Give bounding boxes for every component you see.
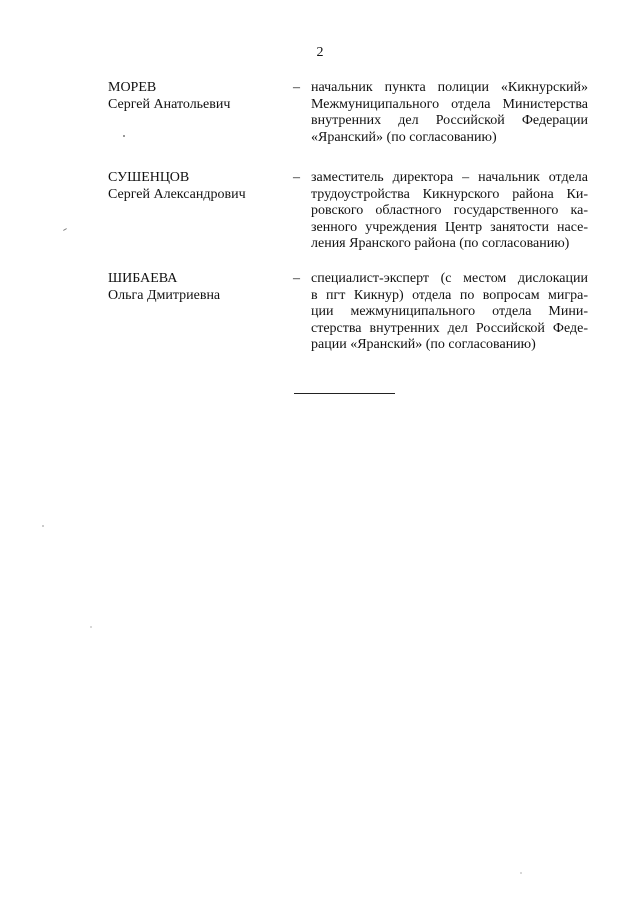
scan-speck xyxy=(123,135,125,137)
member-name xyxy=(108,170,288,203)
member-position xyxy=(311,271,588,354)
member-surname: МОРЕВ xyxy=(108,80,157,95)
position-line: ления Яранского района (по согласованию) xyxy=(311,236,570,251)
position-line: Межмуниципального отдела Министерства xyxy=(311,96,588,112)
scan-speck xyxy=(90,626,92,628)
position-line: заместитель директора – начальник отдела xyxy=(311,170,588,185)
position-line: начальник пункта полиции «Кикнурский» xyxy=(311,80,588,95)
position-line: рации «Яранский» (по согласованию) xyxy=(311,337,536,352)
position-line: внутренних дел Российской Федерации xyxy=(311,113,588,128)
entry-dash: – xyxy=(293,271,300,286)
position-line: трудоустройства Кикнурского района Ки- xyxy=(311,186,588,202)
member-given-name: Сергей Анатольевич xyxy=(108,96,231,112)
position-line: ровского областного государственного ка- xyxy=(311,203,588,218)
position-line: стерства внутренних дел Российской Феде- xyxy=(311,320,588,336)
member-name xyxy=(108,80,288,113)
member-position xyxy=(311,80,588,146)
page-number: 2 xyxy=(316,45,324,60)
scan-speck xyxy=(42,525,44,527)
position-line: специалист-эксперт (с местом дислокации xyxy=(311,271,588,286)
scan-speck xyxy=(63,228,67,231)
position-line: зенного учреждения Центр занятости насе- xyxy=(311,219,588,235)
scan-speck xyxy=(520,872,522,874)
member-name xyxy=(108,271,288,304)
position-line: в пгт Кикнур) отдела по вопросам мигра- xyxy=(311,287,588,303)
member-given-name: Ольга Дмитриевна xyxy=(108,287,221,303)
entry-dash: – xyxy=(293,170,300,185)
position-line: ции межмуниципального отдела Мини- xyxy=(311,304,588,319)
member-surname: СУШЕНЦОВ xyxy=(108,170,190,185)
closing-rule xyxy=(294,393,395,394)
position-line: «Яранский» (по согласованию) xyxy=(311,129,497,145)
entry-dash: – xyxy=(293,80,300,95)
member-surname: ШИБАЕВА xyxy=(108,271,178,286)
member-given-name: Сергей Александрович xyxy=(108,186,246,202)
member-position xyxy=(311,170,588,253)
